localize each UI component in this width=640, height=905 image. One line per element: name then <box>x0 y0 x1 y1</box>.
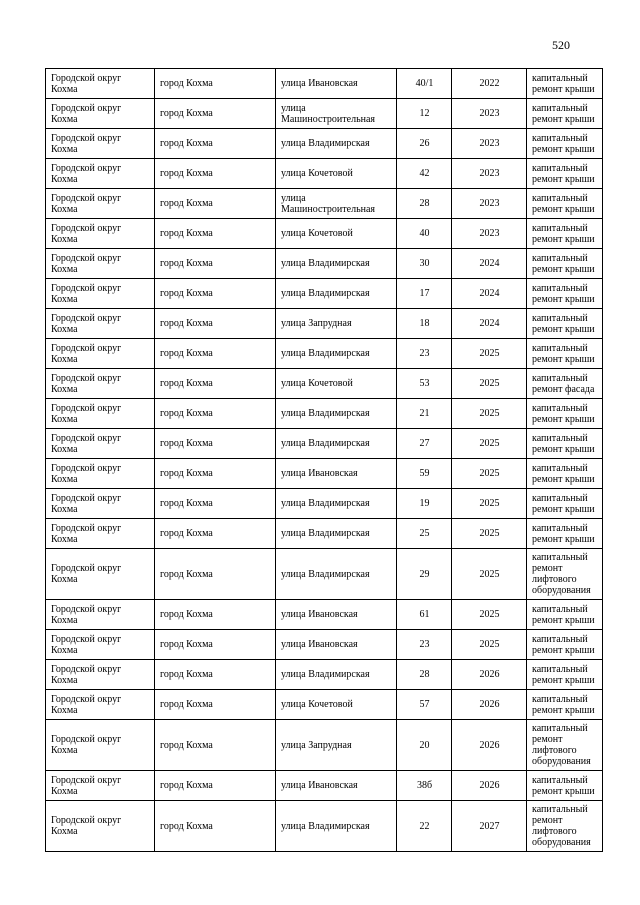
table-row <box>46 189 603 219</box>
year-cell: 2026 <box>452 660 527 690</box>
street-cell: улица Кочетовой <box>276 690 397 720</box>
work-type-cell: капитальный ремонт крыши <box>527 99 603 129</box>
table-row <box>46 279 603 309</box>
district-cell: Городской округ Кохма <box>46 771 155 801</box>
street-cell: улица Владимирская <box>276 339 397 369</box>
table-row <box>46 339 603 369</box>
table-row <box>46 69 603 99</box>
city-cell: город Кохма <box>155 660 276 690</box>
district-cell: Городской округ Кохма <box>46 69 155 99</box>
district-cell: Городской округ Кохма <box>46 129 155 159</box>
table-body <box>46 69 603 852</box>
work-type-cell: капитальный ремонт крыши <box>527 771 603 801</box>
table-row <box>46 459 603 489</box>
district-cell: Городской округ Кохма <box>46 489 155 519</box>
city-cell: город Кохма <box>155 129 276 159</box>
table-row <box>46 630 603 660</box>
house-number-cell: 25 <box>397 519 452 549</box>
city-cell: город Кохма <box>155 249 276 279</box>
work-type-cell: капитальный ремонт крыши <box>527 459 603 489</box>
house-number-cell: 26 <box>397 129 452 159</box>
house-number-cell: 59 <box>397 459 452 489</box>
city-cell: город Кохма <box>155 429 276 459</box>
street-cell: улица Кочетовой <box>276 159 397 189</box>
street-cell: улица Владимирская <box>276 801 397 852</box>
year-cell: 2025 <box>452 600 527 630</box>
city-cell: город Кохма <box>155 549 276 600</box>
work-type-cell: капитальный ремонт крыши <box>527 600 603 630</box>
house-number-cell: 19 <box>397 489 452 519</box>
house-number-cell: 21 <box>397 399 452 429</box>
table-row <box>46 801 603 852</box>
work-type-cell: капитальный ремонт лифтового оборудования <box>527 549 603 600</box>
district-cell: Городской округ Кохма <box>46 720 155 771</box>
district-cell: Городской округ Кохма <box>46 459 155 489</box>
work-type-cell: капитальный ремонт крыши <box>527 660 603 690</box>
district-cell: Городской округ Кохма <box>46 279 155 309</box>
house-number-cell: 17 <box>397 279 452 309</box>
street-cell: улица Ивановская <box>276 600 397 630</box>
city-cell: город Кохма <box>155 189 276 219</box>
city-cell: город Кохма <box>155 690 276 720</box>
year-cell: 2023 <box>452 219 527 249</box>
house-number-cell: 40 <box>397 219 452 249</box>
city-cell: город Кохма <box>155 159 276 189</box>
city-cell: город Кохма <box>155 339 276 369</box>
work-type-cell: капитальный ремонт крыши <box>527 129 603 159</box>
work-type-cell: капитальный ремонт крыши <box>527 630 603 660</box>
street-cell: улица Машиностроительная <box>276 99 397 129</box>
district-cell: Городской округ Кохма <box>46 660 155 690</box>
district-cell: Городской округ Кохма <box>46 801 155 852</box>
street-cell: улица Владимирская <box>276 279 397 309</box>
table-row <box>46 549 603 600</box>
year-cell: 2025 <box>452 459 527 489</box>
year-cell: 2024 <box>452 249 527 279</box>
work-type-cell: капитальный ремонт лифтового оборудования <box>527 720 603 771</box>
district-cell: Городской округ Кохма <box>46 399 155 429</box>
year-cell: 2024 <box>452 309 527 339</box>
house-number-cell: 23 <box>397 339 452 369</box>
year-cell: 2025 <box>452 630 527 660</box>
street-cell: улица Кочетовой <box>276 369 397 399</box>
city-cell: город Кохма <box>155 219 276 249</box>
district-cell: Городской округ Кохма <box>46 159 155 189</box>
house-number-cell: 40/1 <box>397 69 452 99</box>
table-row <box>46 369 603 399</box>
year-cell: 2023 <box>452 189 527 219</box>
page-number: 520 <box>552 38 570 52</box>
house-number-cell: 38б <box>397 771 452 801</box>
city-cell: город Кохма <box>155 519 276 549</box>
year-cell: 2026 <box>452 690 527 720</box>
street-cell: улица Владимирская <box>276 129 397 159</box>
year-cell: 2025 <box>452 369 527 399</box>
district-cell: Городской округ Кохма <box>46 600 155 630</box>
table-row <box>46 600 603 630</box>
district-cell: Городской округ Кохма <box>46 309 155 339</box>
street-cell: улица Ивановская <box>276 69 397 99</box>
table-row <box>46 771 603 801</box>
table-row <box>46 720 603 771</box>
work-type-cell: капитальный ремонт крыши <box>527 279 603 309</box>
table-row <box>46 429 603 459</box>
district-cell: Городской округ Кохма <box>46 429 155 459</box>
district-cell: Городской округ Кохма <box>46 630 155 660</box>
house-number-cell: 18 <box>397 309 452 339</box>
house-number-cell: 22 <box>397 801 452 852</box>
work-type-cell: капитальный ремонт крыши <box>527 489 603 519</box>
year-cell: 2026 <box>452 720 527 771</box>
city-cell: город Кохма <box>155 99 276 129</box>
work-type-cell: капитальный ремонт крыши <box>527 249 603 279</box>
year-cell: 2025 <box>452 339 527 369</box>
table-row <box>46 129 603 159</box>
year-cell: 2025 <box>452 519 527 549</box>
street-cell: улица Запрудная <box>276 720 397 771</box>
work-type-cell: капитальный ремонт крыши <box>527 519 603 549</box>
street-cell: улица Владимирская <box>276 489 397 519</box>
house-number-cell: 53 <box>397 369 452 399</box>
work-type-cell: капитальный ремонт крыши <box>527 399 603 429</box>
table-row <box>46 399 603 429</box>
year-cell: 2023 <box>452 129 527 159</box>
house-number-cell: 12 <box>397 99 452 129</box>
house-number-cell: 23 <box>397 630 452 660</box>
city-cell: город Кохма <box>155 309 276 339</box>
year-cell: 2022 <box>452 69 527 99</box>
district-cell: Городской округ Кохма <box>46 369 155 399</box>
city-cell: город Кохма <box>155 489 276 519</box>
city-cell: город Кохма <box>155 399 276 429</box>
street-cell: улица Ивановская <box>276 459 397 489</box>
street-cell: улица Владимирская <box>276 549 397 600</box>
work-type-cell: капитальный ремонт крыши <box>527 339 603 369</box>
house-number-cell: 28 <box>397 660 452 690</box>
year-cell: 2025 <box>452 549 527 600</box>
street-cell: улица Владимирская <box>276 519 397 549</box>
work-type-cell: капитальный ремонт крыши <box>527 189 603 219</box>
year-cell: 2025 <box>452 399 527 429</box>
table-row <box>46 519 603 549</box>
street-cell: улица Машиностроительная <box>276 189 397 219</box>
street-cell: улица Владимирская <box>276 249 397 279</box>
work-type-cell: капитальный ремонт крыши <box>527 309 603 339</box>
year-cell: 2026 <box>452 771 527 801</box>
work-type-cell: капитальный ремонт крыши <box>527 219 603 249</box>
district-cell: Городской округ Кохма <box>46 519 155 549</box>
city-cell: город Кохма <box>155 369 276 399</box>
district-cell: Городской округ Кохма <box>46 339 155 369</box>
table-row <box>46 660 603 690</box>
city-cell: город Кохма <box>155 279 276 309</box>
city-cell: город Кохма <box>155 771 276 801</box>
city-cell: город Кохма <box>155 801 276 852</box>
district-cell: Городской округ Кохма <box>46 549 155 600</box>
street-cell: улица Владимирская <box>276 399 397 429</box>
work-type-cell: капитальный ремонт крыши <box>527 69 603 99</box>
table-row <box>46 99 603 129</box>
table-row <box>46 489 603 519</box>
district-cell: Городской округ Кохма <box>46 249 155 279</box>
city-cell: город Кохма <box>155 630 276 660</box>
work-type-cell: капитальный ремонт лифтового оборудования <box>527 801 603 852</box>
work-type-cell: капитальный ремонт крыши <box>527 690 603 720</box>
city-cell: город Кохма <box>155 600 276 630</box>
district-cell: Городской округ Кохма <box>46 690 155 720</box>
street-cell: улица Ивановская <box>276 630 397 660</box>
city-cell: город Кохма <box>155 69 276 99</box>
house-number-cell: 28 <box>397 189 452 219</box>
street-cell: улица Запрудная <box>276 309 397 339</box>
house-number-cell: 27 <box>397 429 452 459</box>
house-number-cell: 61 <box>397 600 452 630</box>
district-cell: Городской округ Кохма <box>46 189 155 219</box>
street-cell: улица Ивановская <box>276 771 397 801</box>
repair-schedule-table <box>45 68 603 852</box>
table-row <box>46 249 603 279</box>
year-cell: 2025 <box>452 429 527 459</box>
year-cell: 2023 <box>452 99 527 129</box>
house-number-cell: 30 <box>397 249 452 279</box>
year-cell: 2023 <box>452 159 527 189</box>
year-cell: 2027 <box>452 801 527 852</box>
table-row <box>46 219 603 249</box>
work-type-cell: капитальный ремонт фасада <box>527 369 603 399</box>
house-number-cell: 20 <box>397 720 452 771</box>
work-type-cell: капитальный ремонт крыши <box>527 429 603 459</box>
year-cell: 2025 <box>452 489 527 519</box>
house-number-cell: 57 <box>397 690 452 720</box>
year-cell: 2024 <box>452 279 527 309</box>
city-cell: город Кохма <box>155 459 276 489</box>
street-cell: улица Владимирская <box>276 429 397 459</box>
table-row <box>46 690 603 720</box>
table-row <box>46 309 603 339</box>
street-cell: улица Кочетовой <box>276 219 397 249</box>
house-number-cell: 29 <box>397 549 452 600</box>
work-type-cell: капитальный ремонт крыши <box>527 159 603 189</box>
city-cell: город Кохма <box>155 720 276 771</box>
street-cell: улица Владимирская <box>276 660 397 690</box>
house-number-cell: 42 <box>397 159 452 189</box>
district-cell: Городской округ Кохма <box>46 99 155 129</box>
table-row <box>46 159 603 189</box>
district-cell: Городской округ Кохма <box>46 219 155 249</box>
